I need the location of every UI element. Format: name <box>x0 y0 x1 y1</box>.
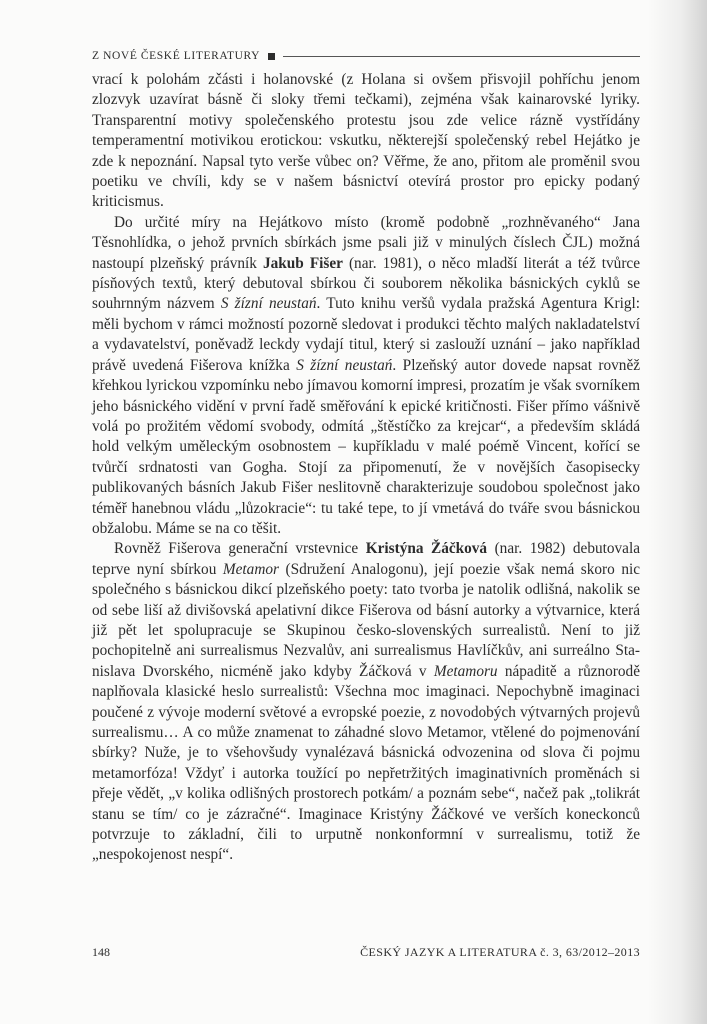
text-run: . Tuto knihu veršů vydala pražská Agentura Krigl: měli bychom v rámci možností pozorně sledovat i produkci těchto malých nakladatelství a vydavatelství, poněvadž leckdy vydají titul, který si zaslouží uznání – jako například právě uvedená Fišerova knížka <box>92 295 640 374</box>
running-header <box>92 45 640 67</box>
italic-title: S žízní neustań <box>296 356 393 374</box>
paragraph <box>92 70 640 213</box>
text-run: (nar. 1981), o něco mladší literát a též tvůrce písňových textů, který debutoval sbírkou či souborem několika básnických cyklů se souhrnným názvem <box>92 254 640 313</box>
square-bullet-icon <box>268 53 275 60</box>
bold-author-name: Kristýna Žáčková <box>365 540 488 558</box>
text-run: (nar. 1982) debutovala teprve nyní sbírkou <box>92 540 640 578</box>
text-run: Rovněž Fišerova generační vrstevnice <box>114 540 366 558</box>
paragraph <box>92 539 640 866</box>
page-edge-shadow <box>647 0 707 1024</box>
journal-citation: ČESKÝ JAZYK A LITERATURA č. 3, 63/2012–2013 <box>360 944 640 959</box>
article-body <box>92 70 640 866</box>
italic-title: Metamor <box>222 560 279 578</box>
text-run: nápaditě a různorodě naplňovala klasické heslo surrealistů: Všechna moc imaginaci. Nepochybně imaginaci poučené z vývoje moderní světové a evropské poezie, z novodobých výtvarných projevů surrealismu… A co může znamenat to záhadné slovo Metamor, vtělené do pojmenování sbírky? Nuže, je to všehovšudy vynalézavá básnická odvozenina od slova či pojmu metamorfóza! Vždyť i autorka toužící po nepřetržitých imaginativních proměnách si přeje vědět, „v kolika odlišných prostorech potkám/ a poznám sebe“, načež pak „tolikrát stanu se tím/ co je zázračné“. Imaginace Kristýny Žáčkové ve verších koneckonců potvrzuje to základní, čili to urputně nonkonformní v surrealismu, totiž že „nespokojenost nespí“. <box>92 662 640 864</box>
paragraph <box>92 213 640 540</box>
bold-author-name: Jakub Fišer <box>262 254 343 272</box>
header-rule <box>283 56 640 57</box>
text-run: (Sdružení Analogonu), její poezie však nemá skoro nic společného s básnickou dikcí plzeňského poety: tato tvorba je natolik odlišná, nakolik se od sebe liší až divišovská apelativní dikce Fišerova od básní autorky a výtvarnice, která již pět let spolupracuje se Skupinou česko-slovenských surrealistů. Není to již pochopitelně ani surrealismus Nezvalův, ani surrealismus Havlíčkův, ani surreálno Stanislava Dvorského, nicméně jako kdyby Žáčková v <box>92 560 641 680</box>
section-title: Z NOVÉ ČESKÉ LITERATURY <box>92 50 261 62</box>
text-run: vrací k polohám zčásti i holanovské (z Holana si ovšem přisvojil pohříchu jenom zlozvyk uzavírat básně či sloky třemi tečkami), zejména však kainarovské lyriky. Transparentní motivy společenského protestu jsou zde velice rázně vystřídány temperamentní motivikou erotickou: vskutku, některejší společenský rebel Hejátko je zde k nepoznání. Napsal tyto verše vůbec on? Věřme, že ano, přitom ale proměnil svou poetiku ve chvíli, kdy se v našem básnictví otevírá prostor pro epicky podaný kriticismus. <box>92 71 640 211</box>
page-footer <box>92 942 640 962</box>
italic-title: Metamoru <box>433 662 498 680</box>
text-run: Do určité míry na Hejátkovo místo (kromě podobně „rozhněvaného“ Jana Těsnohlídka, o jehož prvních sbírkách jsme psali již v minulých číslech ČJL) možná nastoupí plzeňský právník <box>92 213 640 272</box>
page-number: 148 <box>92 944 110 959</box>
italic-title: S žízní neustań <box>220 295 317 313</box>
text-run: . Plzeňský autor dovede napsat rovněž křehkou lyrickou vzpomínku nebo jímavou komorní impresi, prozatím je však svorníkem jeho básnického vidění v první řadě směřování k epické kritičnosti. Fišer přímo vášnivě volá po prožitém vědomí svobody, odmítá „štěstíčko za krejcar“, a především skládá hold velkým uměleckým osobnostem – kupříkladu v malé poémě Vincent, kořící se tvůrčí srdnatosti van Gogha. Stojí za připomenutí, že v novějších časopisecky publikovaných básních Jakub Fišer neslitovně charakterizuje soudobou společnost jako téměř hanebnou vládu „lůzokracie“: tu také tepe, to jí vmetává do tváře svou básnickou obžalobu. Máme se na co těšit. <box>92 356 641 537</box>
